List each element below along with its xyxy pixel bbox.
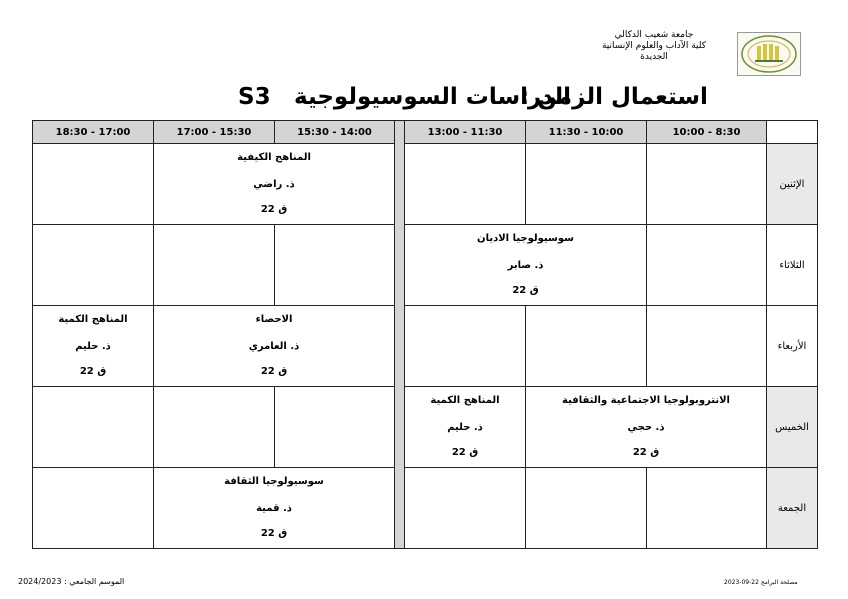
session-teacher: ذ. قمية <box>256 503 292 514</box>
empty-slot <box>33 225 154 306</box>
university-line: جامعة شعيب الدكالي <box>614 30 694 40</box>
academic-season: الموسم الجامعي : 2024/2023 <box>18 577 125 586</box>
session-subject: المناهج الكيفية <box>237 152 311 163</box>
session-room: ق 22 <box>79 366 107 377</box>
empty-slot <box>526 144 647 225</box>
empty-slot <box>647 306 767 387</box>
day-label: الإثنين <box>767 144 818 225</box>
session-teacher: ذ. حليم <box>75 341 111 352</box>
empty-slot <box>154 387 275 468</box>
university-logo <box>737 32 801 76</box>
time-slot-header: 18:30 - 17:00 <box>33 121 154 144</box>
session-subject: الاحصاء <box>255 314 293 325</box>
session-teacher: ذ. حليم <box>447 422 483 433</box>
empty-slot <box>275 225 395 306</box>
session-cell <box>154 468 395 549</box>
empty-slot <box>526 468 647 549</box>
day-label: الخميس <box>767 387 818 468</box>
session-teacher: ذ. صابر <box>507 260 544 271</box>
empty-slot <box>647 225 767 306</box>
city-line: الجديدة <box>640 52 668 62</box>
empty-slot <box>405 468 526 549</box>
time-slot-header: 11:30 - 10:00 <box>526 121 647 144</box>
session-teacher: ذ. راضي <box>253 179 295 190</box>
empty-slot <box>647 468 767 549</box>
session-subject: سوسيولوجيا الاديان <box>477 233 574 244</box>
day-label: الأربعاء <box>767 306 818 387</box>
session-subject: المناهج الكمية <box>58 314 128 325</box>
day-label: الثلاثاء <box>767 225 818 306</box>
corner-cell <box>767 121 818 144</box>
empty-slot <box>526 306 647 387</box>
session-subject: المناهج الكمية <box>430 395 500 406</box>
empty-slot <box>405 306 526 387</box>
session-cell <box>405 387 526 468</box>
time-header-row <box>33 121 818 144</box>
session-room: ق 22 <box>451 447 479 458</box>
university-name <box>592 30 716 63</box>
day-row-tuesday <box>33 225 818 306</box>
session-room: ق 22 <box>632 447 660 458</box>
day-row-friday <box>33 468 818 549</box>
session-room: ق 22 <box>260 528 288 539</box>
session-cell <box>33 306 154 387</box>
program-office-note: مصلحة البرامج 22-09-2023 <box>724 579 798 586</box>
time-slot-header: 13:00 - 11:30 <box>405 121 526 144</box>
empty-slot <box>154 225 275 306</box>
empty-slot <box>275 387 395 468</box>
session-cell <box>526 387 767 468</box>
session-teacher: ذ. حجي <box>627 422 665 433</box>
session-room: ق 22 <box>512 285 539 296</box>
page-title-program: الدراسات السوسيولوجية <box>294 84 572 110</box>
empty-slot <box>33 144 154 225</box>
session-room: ق 22 <box>260 204 288 215</box>
empty-slot <box>647 144 767 225</box>
timetable <box>32 120 818 549</box>
time-slot-header: 15:30 - 14:00 <box>275 121 395 144</box>
session-cell <box>154 306 395 387</box>
time-slot-header: 17:00 - 15:30 <box>154 121 275 144</box>
day-row-wednesday <box>33 306 818 387</box>
faculty-line: كلية الآداب والعلوم الإنسانية <box>601 41 707 51</box>
page-title-semester: S3 <box>238 84 271 110</box>
day-row-thursday <box>33 387 818 468</box>
page-title-label: استعمال الزمن : <box>520 84 708 110</box>
empty-slot <box>33 468 154 549</box>
day-row-monday <box>33 144 818 225</box>
session-room: ق 22 <box>260 366 288 377</box>
session-cell <box>154 144 395 225</box>
empty-slot <box>33 387 154 468</box>
session-cell <box>405 225 647 306</box>
empty-slot <box>405 144 526 225</box>
session-subject: الانتروبولوجيا الاجتماعية والثقافية <box>562 395 730 406</box>
logo-emblem-icon <box>738 33 800 75</box>
lunch-break-column <box>395 121 405 549</box>
day-label: الجمعة <box>767 468 818 549</box>
time-slot-header: 10:00 - 8:30 <box>647 121 767 144</box>
session-subject: سوسيولوجيا الثقافة <box>224 476 324 487</box>
session-teacher: ذ. العامري <box>248 341 300 352</box>
